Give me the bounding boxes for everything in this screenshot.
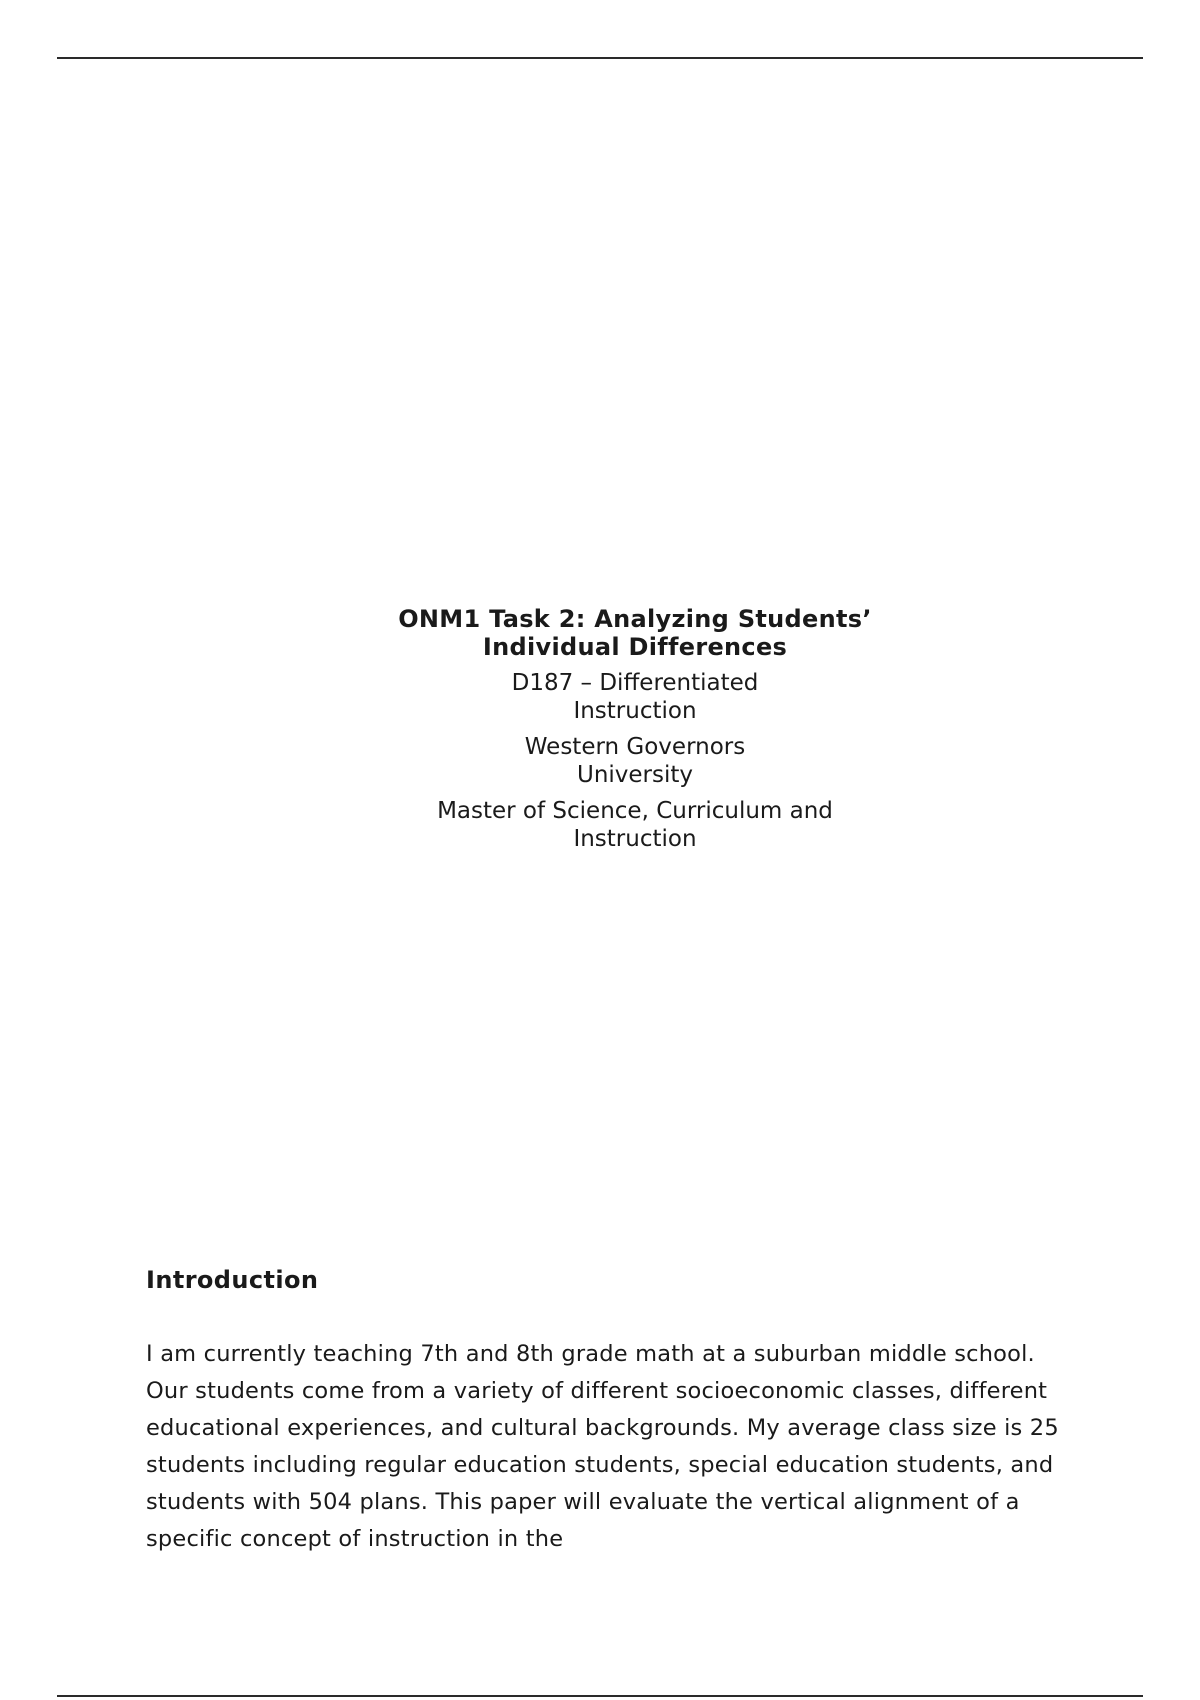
institution-name: Western Governors University xyxy=(524,734,746,788)
introduction-paragraph: I am currently teaching 7th and 8th grade math at a suburban middle school. Our students come from a variety of different socioeconomic classes, different educational experiences, and cultural backgrounds. My average class size is 25 students including regular education students, special education students, and students with 504 plans. This paper will evaluate the vertical alignment of a specific concept of instruction in the xyxy=(146,1341,1059,1552)
course-name: D187 – Differentiated Instruction xyxy=(511,670,759,724)
page-bottom-rule xyxy=(57,1695,1143,1697)
title-block xyxy=(335,605,935,853)
document-title: ONM1 Task 2: Analyzing Students’ Individual Differences xyxy=(398,605,872,661)
degree-program: Master of Science, Curriculum and Instruction xyxy=(437,798,833,852)
page-top-rule xyxy=(57,57,1143,59)
introduction-heading: Introduction xyxy=(146,1266,319,1294)
